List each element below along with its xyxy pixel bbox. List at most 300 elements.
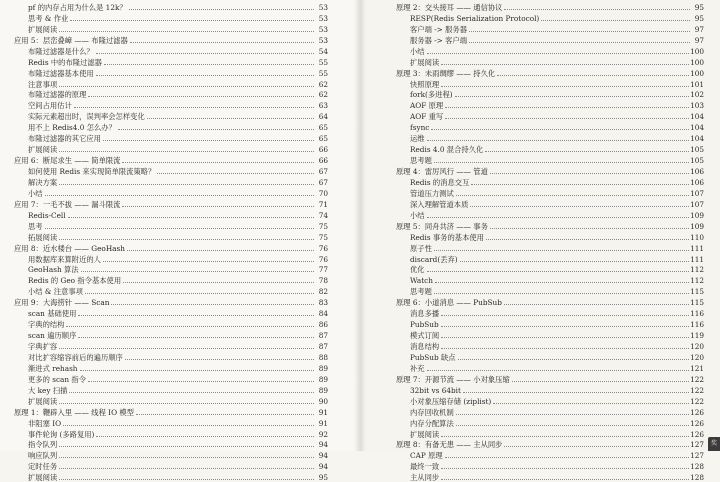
toc-page-number: 78 (318, 276, 328, 286)
toc-entry-title: 原理 2：交头接耳 —— 通信协议 (396, 2, 503, 12)
dot-leader (441, 348, 689, 349)
toc-entry-title: 扩展阅读 (28, 473, 58, 482)
toc-entry-title: 布隆过滤器的其它应用 (28, 134, 101, 144)
toc-page-number: 112 (690, 276, 704, 286)
dot-leader (455, 96, 689, 97)
dot-leader (485, 151, 689, 152)
toc-entry-title: 应用 6：断尾求生 —— 简单限流 (14, 156, 121, 166)
toc-entry-title: 定时任务 (28, 462, 58, 472)
toc-chapter-entry[interactable] (14, 198, 328, 209)
toc-page-number: 75 (318, 221, 328, 231)
dot-leader (456, 425, 689, 426)
toc-chapter-entry[interactable] (14, 34, 328, 45)
book-gutter (354, 0, 366, 451)
toc-chapter-entry[interactable] (14, 242, 328, 253)
toc-page-number: 110 (690, 232, 704, 242)
toc-page-number: 127 (690, 451, 704, 461)
toc-section-entry[interactable] (14, 264, 328, 275)
dot-leader (104, 64, 314, 65)
toc-entry-title: 32bit vs 64bit (410, 385, 461, 395)
toc-left (14, 1, 328, 482)
dot-leader (157, 173, 314, 174)
toc-page-number: 53 (318, 2, 328, 12)
toc-entry-title: 原子性 (410, 243, 432, 253)
toc-section-entry[interactable] (396, 417, 704, 428)
toc-page-number: 84 (318, 309, 328, 319)
toc-section-entry[interactable] (396, 187, 704, 198)
dot-leader (111, 304, 314, 305)
toc-section-entry[interactable] (396, 285, 704, 296)
toc-section-entry[interactable] (396, 471, 704, 482)
dot-leader (434, 250, 689, 251)
toc-entry-title: 消息多播 (410, 309, 440, 319)
toc-page-number: 128 (690, 473, 704, 482)
toc-entry-title: scan 遍历顺序 (28, 331, 77, 341)
toc-page-number: 100 (690, 57, 704, 67)
toc-entry-title: AOF 原理 (410, 101, 444, 111)
toc-section-entry[interactable] (396, 176, 704, 187)
dot-leader (427, 370, 689, 371)
toc-entry-title: 应用 7：一毛不拔 —— 漏斗限流 (14, 199, 121, 209)
toc-chapter-entry[interactable] (396, 67, 704, 78)
dot-leader (59, 446, 314, 447)
toc-entry-title: Redis 的消息交互 (410, 177, 470, 187)
dot-leader (471, 184, 689, 185)
toc-section-entry[interactable] (396, 45, 704, 56)
toc-section-entry[interactable] (396, 395, 704, 406)
toc-section-entry[interactable] (14, 449, 328, 460)
toc-entry-title: 拓展阅读 (28, 232, 58, 242)
dot-leader (434, 293, 689, 294)
toc-page-number: 94 (318, 462, 328, 472)
toc-entry-title: fork(多进程) (410, 90, 453, 100)
dot-leader (59, 151, 314, 152)
dot-leader (147, 118, 314, 119)
toc-entry-title: 优化 (410, 265, 425, 275)
toc-page-number: 89 (318, 385, 328, 395)
toc-entry-title: 大 key 扫描 (28, 385, 68, 395)
toc-section-entry[interactable] (14, 187, 328, 198)
toc-section-entry[interactable] (396, 23, 704, 34)
toc-entry-title: 渐进式 rehash (28, 363, 78, 373)
toc-page-number: 77 (318, 265, 328, 275)
toc-entry-title: 应用 5：层峦叠嶂 —— 布隆过滤器 (14, 35, 128, 45)
toc-section-entry[interactable] (396, 264, 704, 275)
dot-leader (59, 184, 314, 185)
dot-leader (59, 86, 314, 87)
dot-leader (130, 42, 314, 43)
toc-section-entry[interactable] (14, 253, 328, 264)
toc-entry-title: pf 的内存占用为什么是 12k？ (28, 2, 127, 12)
toc-section-entry[interactable] (396, 406, 704, 417)
toc-entry-title: CAP 原理 (410, 451, 443, 461)
toc-section-entry[interactable] (396, 307, 704, 318)
toc-entry-title: 深入理解管道本质 (410, 199, 469, 209)
toc-section-entry[interactable] (396, 460, 704, 471)
toc-chapter-entry[interactable] (14, 296, 328, 307)
toc-page-number: 100 (690, 68, 704, 78)
toc-page-number: 74 (318, 210, 328, 220)
toc-page-number: 107 (690, 188, 704, 198)
toc-section-entry[interactable] (14, 165, 328, 176)
toc-page-number: 94 (318, 440, 328, 450)
toc-page-number: 86 (318, 320, 328, 330)
dot-leader (59, 479, 314, 480)
toc-page-number: 127 (690, 440, 704, 450)
toc-entry-title: 消息结构 (410, 342, 440, 351)
toc-page-number: 119 (690, 331, 704, 341)
toc-chapter-entry[interactable] (396, 373, 704, 384)
toc-entry-title: 布隆过滤器是什么？ (28, 46, 94, 56)
toc-page-number: 83 (318, 298, 328, 308)
dot-leader (427, 271, 689, 272)
toc-page-number: 87 (318, 342, 328, 351)
toc-chapter-entry[interactable] (396, 439, 704, 450)
dot-leader (69, 392, 314, 393)
toc-section-entry[interactable] (396, 209, 704, 220)
toc-section-entry[interactable] (396, 274, 704, 285)
toc-section-entry[interactable] (396, 198, 704, 209)
toc-chapter-entry[interactable] (396, 296, 704, 307)
dot-leader (45, 228, 314, 229)
dot-leader (96, 75, 314, 76)
dot-leader (123, 282, 314, 283)
toc-section-entry[interactable] (14, 274, 328, 285)
dot-leader (470, 206, 689, 207)
toc-page-number: 55 (318, 57, 328, 67)
toc-section-entry[interactable] (396, 121, 704, 132)
toc-entry-title: scan 基础使用 (28, 309, 77, 319)
toc-section-entry[interactable] (14, 340, 328, 351)
dot-leader (59, 348, 314, 349)
toc-page-number: 101 (690, 79, 704, 89)
toc-entry-title: 非阻塞 IO (28, 418, 62, 428)
dot-leader (427, 53, 689, 54)
toc-section-entry[interactable] (396, 78, 704, 89)
dot-leader (469, 42, 690, 43)
toc-entry-title: 服务器 -> 客户端 (410, 35, 467, 45)
toc-entry-title: Redis 中的布隆过滤器 (28, 57, 102, 67)
toc-section-entry[interactable] (14, 384, 328, 395)
toc-section-entry[interactable] (14, 78, 328, 89)
dot-leader (504, 446, 689, 447)
toc-page-number: 66 (318, 145, 328, 155)
toc-entry-title: 思考 (28, 221, 43, 231)
toc-entry-title: Redis 事务的基本使用 (410, 232, 484, 242)
toc-entry-title: 空间占用估计 (28, 101, 72, 111)
toc-page-number: 122 (690, 396, 704, 406)
dot-leader (81, 271, 314, 272)
toc-chapter-entry[interactable] (396, 220, 704, 231)
toc-page-number: 126 (690, 418, 704, 428)
toc-section-entry[interactable] (14, 12, 328, 23)
toc-page-number: 116 (690, 320, 704, 330)
toc-section-entry[interactable] (14, 132, 328, 143)
toc-entry-title: 更多的 scan 指令 (28, 374, 87, 384)
toc-entry-title: Watch (410, 276, 433, 286)
toc-page-number: 126 (690, 429, 704, 439)
toc-section-entry[interactable] (14, 220, 328, 231)
toc-page-number: 109 (690, 210, 704, 220)
toc-entry-title: 思考 & 作业 (28, 13, 69, 23)
toc-page-number: 112 (690, 265, 704, 275)
toc-section-entry[interactable] (14, 395, 328, 406)
toc-entry-title: discard(丢弃) (410, 254, 458, 264)
toc-section-entry[interactable] (396, 384, 704, 395)
dot-leader (490, 228, 689, 229)
toc-page-number: 67 (318, 167, 328, 176)
dot-leader (122, 162, 314, 163)
toc-entry-title: 模式订阅 (410, 331, 440, 341)
toc-entry-title: 主从同步 (410, 473, 440, 482)
toc-section-entry[interactable] (14, 89, 328, 100)
toc-page-number: 53 (318, 24, 328, 34)
dot-leader (512, 381, 689, 382)
dot-leader (59, 31, 314, 32)
toc-entry-title: 事件轮询 (多路复用) (28, 429, 95, 439)
toc-entry-title: 内存回收机制 (410, 407, 454, 417)
toc-entry-title: 原理 6：小道消息 —— PubSub (396, 298, 502, 308)
toc-section-entry[interactable] (396, 110, 704, 121)
dot-leader (441, 468, 689, 469)
toc-entry-title: 布隆过滤器基本使用 (28, 68, 94, 78)
toc-section-entry[interactable] (14, 110, 328, 121)
toc-page-number: 65 (318, 123, 328, 133)
toc-entry-title: 注意事项 (28, 79, 58, 89)
dot-leader (441, 479, 689, 480)
dot-leader (493, 403, 689, 404)
toc-section-entry[interactable] (396, 143, 704, 154)
toc-section-entry[interactable] (396, 329, 704, 340)
toc-entry-title: RESP(Redis Serialization Protocol) (410, 13, 540, 23)
dot-leader (127, 250, 314, 251)
dot-leader (490, 173, 689, 174)
toc-section-entry[interactable] (396, 449, 704, 460)
dot-leader (441, 315, 689, 316)
toc-entry-title: 原理 5：同舟共济 —— 事务 (396, 221, 488, 231)
toc-page-number: 115 (690, 298, 704, 308)
dot-leader (78, 315, 314, 316)
toc-section-entry[interactable] (14, 329, 328, 340)
toc-entry-title: 小对象压缩存储 (ziplist) (410, 396, 492, 406)
toc-entry-title: 补充 (410, 363, 425, 373)
toc-section-entry[interactable] (14, 143, 328, 154)
dot-leader (96, 53, 314, 54)
dot-leader (456, 195, 689, 196)
toc-section-entry[interactable] (14, 318, 328, 329)
toc-section-entry[interactable] (14, 373, 328, 384)
toc-page-number: 95 (318, 473, 328, 482)
toc-section-entry[interactable] (14, 176, 328, 187)
toc-section-entry[interactable] (14, 428, 328, 439)
dot-leader (504, 9, 690, 10)
dot-leader (45, 195, 314, 196)
dot-leader (85, 293, 314, 294)
dot-leader (88, 381, 314, 382)
toc-page-number: 71 (318, 199, 328, 209)
toc-section-entry[interactable] (396, 99, 704, 110)
toc-page-number: 120 (690, 342, 704, 351)
dot-leader (434, 162, 689, 163)
toc-section-entry[interactable] (396, 12, 704, 23)
toc-page-number: 128 (690, 462, 704, 472)
toc-page-number: 107 (690, 199, 704, 209)
toc-page-number: 66 (318, 156, 328, 166)
toc-chapter-entry[interactable] (396, 1, 704, 12)
toc-page-number: 76 (318, 243, 328, 253)
dot-leader (59, 239, 314, 240)
dot-leader (136, 414, 314, 415)
toc-entry-title: 布隆过滤器的原理 (28, 90, 87, 100)
toc-entry-title: 原理 8：有备无患 —— 主从同步 (396, 440, 503, 450)
toc-entry-title: 原理 3：未雨绸缪 —— 持久化 (396, 68, 496, 78)
toc-section-entry[interactable] (14, 362, 328, 373)
toc-page-number: 104 (690, 112, 704, 122)
toc-section-entry[interactable] (14, 67, 328, 78)
toc-section-entry[interactable] (14, 307, 328, 318)
dot-leader (445, 457, 689, 458)
toc-page-number: 102 (690, 90, 704, 100)
toc-entry-title: 用数据库来算附近的人 (28, 254, 101, 264)
toc-section-entry[interactable] (14, 417, 328, 428)
toc-page-number: 115 (690, 287, 704, 297)
toc-entry-title: 应用 8：近水楼台 —— GeoHash (14, 243, 125, 253)
toc-section-entry[interactable] (14, 56, 328, 67)
dot-leader (441, 86, 689, 87)
toc-section-entry[interactable] (396, 34, 704, 45)
toc-section-entry[interactable] (14, 285, 328, 296)
dot-leader (441, 436, 689, 437)
toc-section-entry[interactable] (14, 231, 328, 242)
right-page (360, 0, 720, 482)
toc-page-number: 53 (318, 13, 328, 23)
dot-leader (70, 20, 314, 21)
dot-leader (59, 457, 314, 458)
dot-leader (441, 326, 689, 327)
dot-leader (435, 282, 689, 283)
dot-leader (96, 436, 314, 437)
toc-section-entry[interactable] (14, 121, 328, 132)
toc-page-number: 54 (318, 46, 328, 56)
dot-leader (431, 129, 689, 130)
toc-entry-title: Redis 的 Geo 指令基本使用 (28, 276, 122, 286)
toc-section-entry[interactable] (396, 318, 704, 329)
toc-entry-title: 扩展阅读 (410, 57, 440, 67)
toc-entry-title: PubSub 缺点 (410, 352, 456, 362)
toc-section-entry[interactable] (14, 460, 328, 471)
toc-section-entry[interactable] (396, 340, 704, 351)
dot-leader (504, 304, 689, 305)
toc-section-entry[interactable] (396, 253, 704, 264)
toc-page-number: 53 (318, 35, 328, 45)
toc-section-entry[interactable] (396, 242, 704, 253)
toc-chapter-entry[interactable] (396, 165, 704, 176)
toc-section-entry[interactable] (14, 99, 328, 110)
toc-section-entry[interactable] (14, 1, 328, 12)
toc-page-number: 111 (690, 243, 704, 253)
toc-entry-title: 原理 4：雷厉风行 —— 管道 (396, 167, 488, 176)
toc-entry-title: 内存分配算法 (410, 418, 454, 428)
dot-leader (486, 239, 689, 240)
toc-entry-title: Redis-Cell (28, 210, 66, 220)
dot-leader (118, 129, 314, 130)
toc-entry-title: 扩展阅读 (28, 396, 58, 406)
corner-badge[interactable]: 奖 (708, 437, 720, 451)
toc-page-number: 95 (694, 2, 704, 12)
toc-page-number: 82 (318, 287, 328, 297)
dot-leader (445, 107, 689, 108)
toc-section-entry[interactable] (14, 471, 328, 482)
toc-section-entry[interactable] (14, 209, 328, 220)
toc-section-entry[interactable] (396, 154, 704, 165)
dot-leader (441, 337, 689, 338)
toc-entry-title: 原理 7：开源节流 —— 小对象压缩 (396, 374, 510, 384)
toc-section-entry[interactable] (14, 45, 328, 56)
toc-section-entry[interactable] (396, 231, 704, 242)
toc-entry-title: AOF 重写 (410, 112, 444, 122)
toc-entry-title: 如何使用 Redis 来实现简单限流策略？ (28, 167, 156, 176)
toc-chapter-entry[interactable] (14, 406, 328, 417)
dot-leader (78, 337, 314, 338)
toc-section-entry[interactable] (396, 89, 704, 100)
toc-entry-title: 字典的结构 (28, 320, 65, 330)
toc-page-number: 121 (690, 363, 704, 373)
toc-page-number: 63 (318, 101, 328, 111)
toc-section-entry[interactable] (396, 428, 704, 439)
toc-entry-title: 用不上 Redis4.0 怎么办？ (28, 123, 116, 133)
toc-page-number: 126 (690, 407, 704, 417)
dot-leader (445, 118, 689, 119)
toc-entry-title: 客户端 -> 服务器 (410, 24, 467, 34)
toc-page-number: 91 (318, 418, 328, 428)
toc-page-number: 87 (318, 331, 328, 341)
toc-entry-title: 小结 (410, 46, 425, 56)
toc-entry-title: 扩展阅读 (28, 145, 58, 155)
toc-section-entry[interactable] (14, 23, 328, 34)
toc-page-number: 97 (694, 35, 704, 45)
toc-section-entry[interactable] (396, 351, 704, 362)
toc-section-entry[interactable] (396, 132, 704, 143)
dot-leader (427, 140, 689, 141)
dot-leader (125, 359, 314, 360)
dot-leader (74, 107, 314, 108)
dot-leader (460, 261, 689, 262)
dot-leader (59, 468, 314, 469)
toc-entry-title: 响应队列 (28, 451, 58, 461)
toc-entry-title: 应用 9：大海捞针 —— Scan (14, 298, 110, 308)
toc-section-entry[interactable] (396, 56, 704, 67)
toc-entry-title: 最终一致 (410, 462, 440, 472)
dot-leader (129, 9, 314, 10)
toc-chapter-entry[interactable] (14, 154, 328, 165)
toc-page-number: 90 (318, 396, 328, 406)
toc-right (396, 1, 704, 482)
toc-section-entry[interactable] (396, 362, 704, 373)
toc-page-number: 95 (694, 13, 704, 23)
toc-entry-title: 管道压力测试 (410, 188, 454, 198)
dot-leader (68, 217, 314, 218)
toc-entry-title: 快照原理 (410, 79, 440, 89)
dot-leader (463, 392, 689, 393)
toc-section-entry[interactable] (14, 351, 328, 362)
toc-entry-title: 实际元素超出时，误判率会怎样变化 (28, 112, 145, 122)
dot-leader (80, 370, 314, 371)
toc-section-entry[interactable] (14, 439, 328, 450)
toc-page-number: 64 (318, 112, 328, 122)
toc-entry-title: 原理 1：鞭辟入里 —— 线程 IO 模型 (14, 407, 134, 417)
toc-page-number: 106 (690, 177, 704, 187)
toc-page-number: 89 (318, 374, 328, 384)
